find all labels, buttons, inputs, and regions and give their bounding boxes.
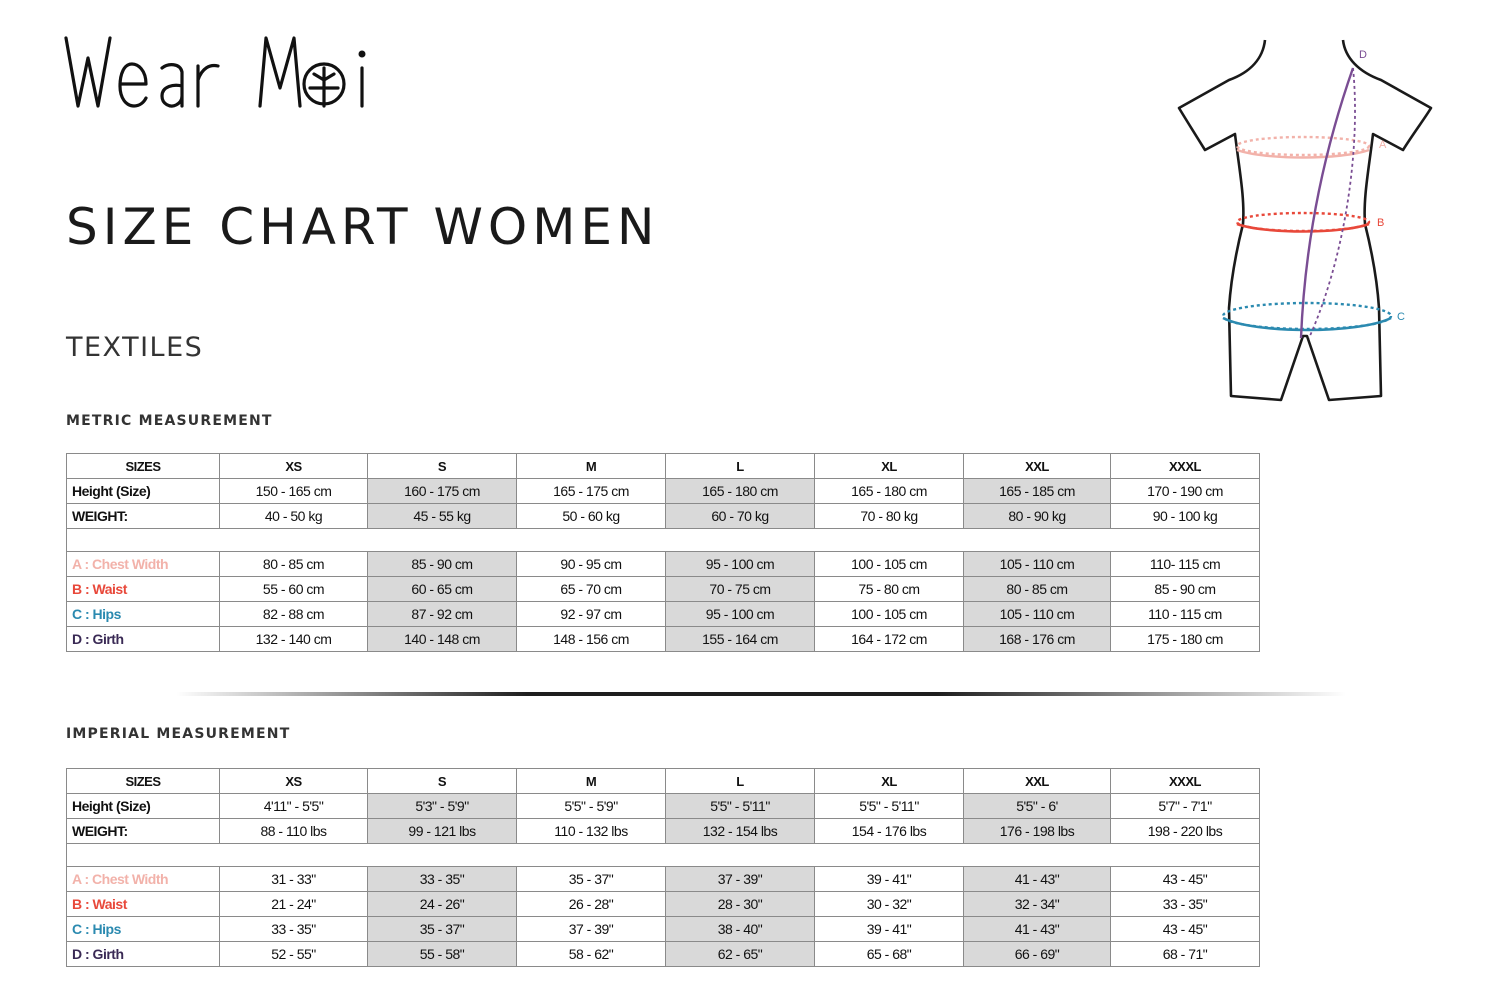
table-cell: 154 - 176 lbs	[815, 819, 964, 844]
header-cell: XXXL	[1111, 454, 1260, 479]
row-label: Height (Size)	[67, 794, 220, 819]
table-cell: 170 - 190 cm	[1111, 479, 1260, 504]
row-label: C : Hips	[67, 602, 220, 627]
table-cell: 38 - 40"	[666, 917, 815, 942]
row-label: Height (Size)	[67, 479, 220, 504]
table-cell: 37 - 39"	[517, 917, 666, 942]
row-label: D : Girth	[67, 942, 220, 967]
table-cell: 65 - 68"	[815, 942, 964, 967]
table-cell: 90 - 100 kg	[1111, 504, 1260, 529]
table-cell: 5'5" - 5'11"	[666, 794, 815, 819]
header-cell: XL	[815, 769, 964, 794]
table-row	[67, 552, 1260, 577]
table-cell: 52 - 55"	[220, 942, 368, 967]
table-row	[67, 917, 1260, 942]
table-cell: 95 - 100 cm	[666, 552, 815, 577]
table-cell: 99 - 121 lbs	[368, 819, 517, 844]
table-cell: 90 - 95 cm	[517, 552, 666, 577]
table-cell: 4'11" - 5'5"	[220, 794, 368, 819]
table-cell: 132 - 154 lbs	[666, 819, 815, 844]
table-cell: 62 - 65"	[666, 942, 815, 967]
header-cell: M	[517, 769, 666, 794]
table-cell: 165 - 175 cm	[517, 479, 666, 504]
marker-c: C	[1397, 311, 1405, 323]
table-cell: 175 - 180 cm	[1111, 627, 1260, 652]
table-cell: 92 - 97 cm	[517, 602, 666, 627]
table-cell: 30 - 32"	[815, 892, 964, 917]
header-cell: S	[368, 454, 517, 479]
header-cell: XXL	[964, 454, 1111, 479]
page-title: SIZE CHART WOMEN	[66, 198, 660, 256]
header-cell: XS	[220, 769, 368, 794]
table-cell: 33 - 35"	[368, 867, 517, 892]
table-cell: 198 - 220 lbs	[1111, 819, 1260, 844]
table-row	[67, 602, 1260, 627]
table-row	[67, 942, 1260, 967]
table-cell: 37 - 39"	[666, 867, 815, 892]
table-row	[67, 504, 1260, 529]
table-cell: 100 - 105 cm	[815, 552, 964, 577]
table-cell: 148 - 156 cm	[517, 627, 666, 652]
table-cell: 80 - 85 cm	[220, 552, 368, 577]
table-cell: 168 - 176 cm	[964, 627, 1111, 652]
table-cell: 110 - 132 lbs	[517, 819, 666, 844]
table-cell: 60 - 70 kg	[666, 504, 815, 529]
table-cell: 26 - 28"	[517, 892, 666, 917]
header-cell: S	[368, 769, 517, 794]
table-cell: 32 - 34"	[964, 892, 1111, 917]
marker-a: A	[1379, 139, 1387, 151]
spacer-cell	[67, 529, 1260, 552]
row-label: WEIGHT:	[67, 504, 220, 529]
table-cell: 28 - 30"	[666, 892, 815, 917]
header-cell: XL	[815, 454, 964, 479]
table-cell: 24 - 26"	[368, 892, 517, 917]
row-label: A : Chest Width	[67, 552, 220, 577]
spacer-row	[67, 529, 1260, 552]
table-cell: 35 - 37"	[368, 917, 517, 942]
table-row	[67, 892, 1260, 917]
table-cell: 60 - 65 cm	[368, 577, 517, 602]
brand-logo	[62, 28, 392, 118]
table-cell: 40 - 50 kg	[220, 504, 368, 529]
row-label: D : Girth	[67, 627, 220, 652]
table-cell: 165 - 180 cm	[815, 479, 964, 504]
body-measurement-figure	[1175, 38, 1445, 412]
table-cell: 5'3" - 5'9"	[368, 794, 517, 819]
table-cell: 105 - 110 cm	[964, 552, 1111, 577]
table-cell: 33 - 35"	[220, 917, 368, 942]
imperial-size-table	[66, 768, 1260, 967]
table-cell: 5'5" - 5'9"	[517, 794, 666, 819]
section-divider	[176, 692, 1346, 696]
header-cell: SIZES	[67, 454, 220, 479]
table-cell: 105 - 110 cm	[964, 602, 1111, 627]
table-cell: 45 - 55 kg	[368, 504, 517, 529]
table-cell: 80 - 90 kg	[964, 504, 1111, 529]
table-cell: 150 - 165 cm	[220, 479, 368, 504]
table-row	[67, 819, 1260, 844]
table-cell: 43 - 45"	[1111, 867, 1260, 892]
table-cell: 95 - 100 cm	[666, 602, 815, 627]
metric-heading: METRIC MEASUREMENT	[66, 413, 273, 429]
table-cell: 155 - 164 cm	[666, 627, 815, 652]
row-label: A : Chest Width	[67, 867, 220, 892]
header-cell: XXL	[964, 769, 1111, 794]
table-cell: 33 - 35"	[1111, 892, 1260, 917]
table-cell: 65 - 70 cm	[517, 577, 666, 602]
row-label: B : Waist	[67, 577, 220, 602]
marker-d: D	[1359, 49, 1367, 61]
table-cell: 85 - 90 cm	[1111, 577, 1260, 602]
table-cell: 31 - 33"	[220, 867, 368, 892]
table-cell: 21 - 24"	[220, 892, 368, 917]
spacer-cell	[67, 844, 1260, 867]
table-cell: 110 - 115 cm	[1111, 602, 1260, 627]
table-cell: 58 - 62"	[517, 942, 666, 967]
table-cell: 50 - 60 kg	[517, 504, 666, 529]
header-cell: M	[517, 454, 666, 479]
table-cell: 55 - 60 cm	[220, 577, 368, 602]
table-cell: 39 - 41"	[815, 917, 964, 942]
table-cell: 41 - 43"	[964, 867, 1111, 892]
table-header-row	[67, 769, 1260, 794]
row-label: B : Waist	[67, 892, 220, 917]
table-row	[67, 627, 1260, 652]
table-row	[67, 867, 1260, 892]
table-cell: 5'7" - 7'1"	[1111, 794, 1260, 819]
header-cell: SIZES	[67, 769, 220, 794]
table-cell: 43 - 45"	[1111, 917, 1260, 942]
table-cell: 85 - 90 cm	[368, 552, 517, 577]
table-cell: 87 - 92 cm	[368, 602, 517, 627]
marker-b: B	[1377, 217, 1385, 229]
row-label: C : Hips	[67, 917, 220, 942]
header-cell: L	[666, 454, 815, 479]
header-cell: XS	[220, 454, 368, 479]
table-row	[67, 577, 1260, 602]
table-cell: 100 - 105 cm	[815, 602, 964, 627]
table-cell: 55 - 58"	[368, 942, 517, 967]
imperial-heading: IMPERIAL MEASUREMENT	[66, 726, 291, 742]
table-cell: 80 - 85 cm	[964, 577, 1111, 602]
table-cell: 39 - 41"	[815, 867, 964, 892]
body-silhouette-icon	[1175, 38, 1445, 408]
table-row	[67, 794, 1260, 819]
table-row	[67, 479, 1260, 504]
table-header-row	[67, 454, 1260, 479]
table-cell: 82 - 88 cm	[220, 602, 368, 627]
table-cell: 160 - 175 cm	[368, 479, 517, 504]
header-cell: L	[666, 769, 815, 794]
table-cell: 5'5" - 6'	[964, 794, 1111, 819]
table-cell: 5'5" - 5'11"	[815, 794, 964, 819]
table-cell: 140 - 148 cm	[368, 627, 517, 652]
spacer-row	[67, 844, 1260, 867]
section-title: TEXTILES	[66, 332, 204, 363]
table-cell: 41 - 43"	[964, 917, 1111, 942]
table-cell: 132 - 140 cm	[220, 627, 368, 652]
table-cell: 70 - 75 cm	[666, 577, 815, 602]
metric-size-table	[66, 453, 1260, 652]
row-label: WEIGHT:	[67, 819, 220, 844]
table-cell: 70 - 80 kg	[815, 504, 964, 529]
table-cell: 164 - 172 cm	[815, 627, 964, 652]
table-cell: 110- 115 cm	[1111, 552, 1260, 577]
table-cell: 68 - 71"	[1111, 942, 1260, 967]
table-cell: 75 - 80 cm	[815, 577, 964, 602]
table-cell: 35 - 37"	[517, 867, 666, 892]
table-cell: 165 - 185 cm	[964, 479, 1111, 504]
header-cell: XXXL	[1111, 769, 1260, 794]
table-cell: 66 - 69"	[964, 942, 1111, 967]
table-cell: 176 - 198 lbs	[964, 819, 1111, 844]
table-cell: 88 - 110 lbs	[220, 819, 368, 844]
table-cell: 165 - 180 cm	[666, 479, 815, 504]
